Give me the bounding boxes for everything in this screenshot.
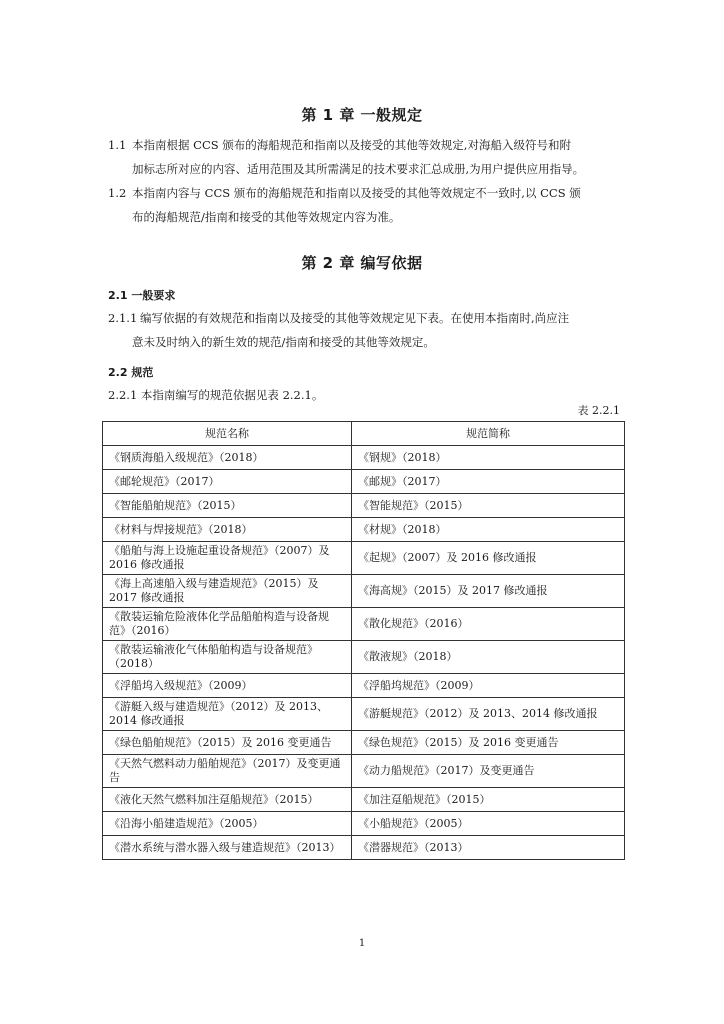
table-row <box>103 641 625 674</box>
cell-rule-name: 《液化天然气燃料加注趸船规范》（2015） <box>103 788 352 812</box>
paragraph-number: 1.2 <box>108 186 127 200</box>
table-row <box>103 812 625 836</box>
table-row <box>103 698 625 731</box>
cell-rule-abbr: 《浮船坞规范》（2009） <box>352 674 625 698</box>
cell-rule-abbr: 《智能规范》（2015） <box>352 494 625 518</box>
cell-rule-name: 《绿色船舶规范》（2015）及 2016 变更通告 <box>103 731 352 755</box>
paragraph-line-1: 本指南根据 CCS 颁布的海船规范和指南以及接受的其他等效规定,对海船入级符号和附 <box>132 138 571 152</box>
cell-rule-name: 《天然气燃料动力船舶规范》（2017）及变更通告 <box>103 755 352 788</box>
paragraph-line-2: 加标志所对应的内容、适用范围及其所需满足的技术要求汇总成册,为用户提供应用指导。 <box>132 162 585 176</box>
paragraph-2-2-1: 2.2.1 本指南编写的规范依据见表 2.2.1。 <box>108 388 324 402</box>
table-row <box>103 494 625 518</box>
section-2-2-title: 2.2 规范 <box>108 366 154 379</box>
table-row <box>103 731 625 755</box>
table-caption: 表 2.2.1 <box>577 404 620 417</box>
chapter-2-title: 第 2 章 编写依据 <box>301 254 423 272</box>
table-row <box>103 542 625 575</box>
cell-rule-abbr: 《动力船规范》（2017）及变更通告 <box>352 755 625 788</box>
paragraph-number: 1.1 <box>108 138 127 152</box>
cell-rule-abbr: 《加注趸船规范》（2015） <box>352 788 625 812</box>
section-2-1-title: 2.1 一般要求 <box>108 289 176 302</box>
table-body <box>103 446 625 860</box>
cell-rule-name: 《散装运输危险液体化学品船舶构造与设备规范》（2016） <box>103 608 352 641</box>
table-row <box>103 788 625 812</box>
header-rule-name: 规范名称 <box>103 422 352 446</box>
table-row <box>103 674 625 698</box>
table-header-row <box>103 422 625 446</box>
cell-rule-abbr: 《起规》（2007）及 2016 修改通报 <box>352 542 625 575</box>
cell-rule-abbr: 《邮规》（2017） <box>352 470 625 494</box>
cell-rule-abbr: 《绿色规范》（2015）及 2016 变更通告 <box>352 731 625 755</box>
table-row <box>103 836 625 860</box>
cell-rule-name: 《船舶与海上设施起重设备规范》（2007）及 2016 修改通报 <box>103 542 352 575</box>
cell-rule-name: 《游艇入级与建造规范》（2012）及 2013、2014 修改通报 <box>103 698 352 731</box>
cell-rule-name: 《浮船坞入级规范》（2009） <box>103 674 352 698</box>
cell-rule-name: 《潜水系统与潜水器入级与建造规范》（2013） <box>103 836 352 860</box>
paragraph-line-2: 布的海船规范/指南和接受的其他等效规定内容为准。 <box>132 210 401 224</box>
cell-rule-name: 《沿海小船建造规范》（2005） <box>103 812 352 836</box>
rules-table <box>102 421 625 860</box>
paragraph-line-2: 意未及时纳入的新生效的规范/指南和接受的其他等效规定。 <box>132 335 435 349</box>
table-row <box>103 755 625 788</box>
cell-rule-abbr: 《钢规》（2018） <box>352 446 625 470</box>
paragraph-line-1: 编写依据的有效规范和指南以及接受的其他等效规定见下表。在使用本指南时,尚应注 <box>140 311 570 325</box>
paragraph-1-2 <box>108 181 624 229</box>
cell-rule-abbr: 《潜器规范》（2013） <box>352 836 625 860</box>
cell-rule-abbr: 《散液规》（2018） <box>352 641 625 674</box>
paragraph-2-1-1 <box>108 306 624 354</box>
paragraph-line-1: 本指南内容与 CCS 颁布的海船规范和指南以及接受的其他等效规定不一致时,以 CCS 颁 <box>132 186 581 200</box>
cell-rule-abbr: 《散化规范》（2016） <box>352 608 625 641</box>
table-row <box>103 518 625 542</box>
header-rule-abbr: 规范简称 <box>352 422 625 446</box>
cell-rule-abbr: 《海高规》（2015）及 2017 修改通报 <box>352 575 625 608</box>
cell-rule-name: 《邮轮规范》（2017） <box>103 470 352 494</box>
cell-rule-name: 《散装运输液化气体船舶构造与设备规范》（2018） <box>103 641 352 674</box>
cell-rule-name: 《材料与焊接规范》（2018） <box>103 518 352 542</box>
table-row <box>103 575 625 608</box>
cell-rule-name: 《海上高速船入级与建造规范》（2015）及 2017 修改通报 <box>103 575 352 608</box>
cell-rule-abbr: 《小船规范》（2005） <box>352 812 625 836</box>
cell-rule-name: 《钢质海船入级规范》（2018） <box>103 446 352 470</box>
table-row <box>103 608 625 641</box>
paragraph-1-1 <box>108 133 624 181</box>
paragraph-number: 2.1.1 <box>108 311 138 325</box>
cell-rule-abbr: 《材规》（2018） <box>352 518 625 542</box>
chapter-1-title: 第 1 章 一般规定 <box>301 106 423 124</box>
page-number: 1 <box>358 938 366 949</box>
cell-rule-name: 《智能船舶规范》（2015） <box>103 494 352 518</box>
cell-rule-abbr: 《游艇规范》（2012）及 2013、2014 修改通报 <box>352 698 625 731</box>
table-row <box>103 470 625 494</box>
table-row <box>103 446 625 470</box>
